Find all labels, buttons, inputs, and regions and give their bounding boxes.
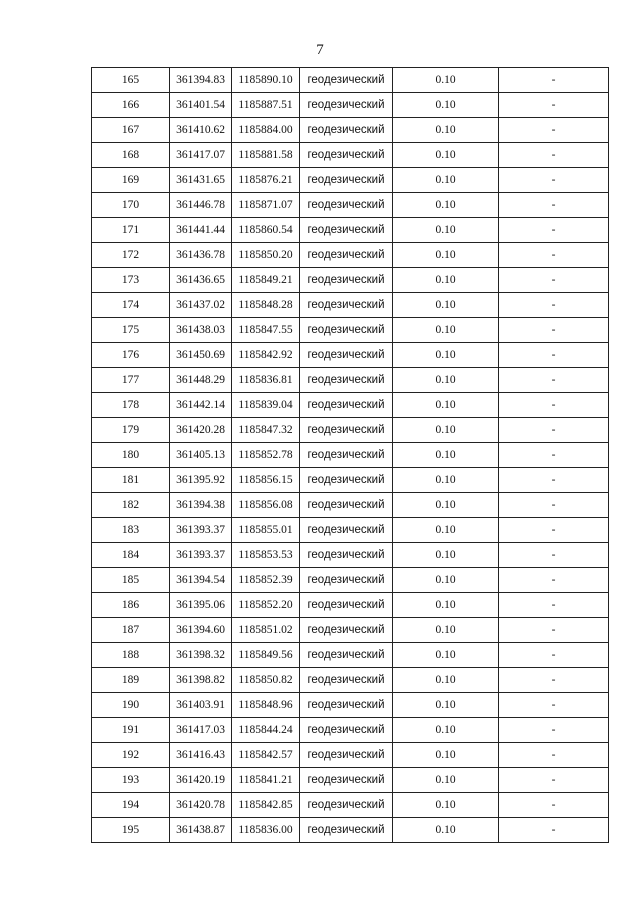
table-row <box>92 118 609 143</box>
description-cell: - <box>499 143 609 168</box>
y-coordinate-cell: 1185856.08 <box>232 493 300 518</box>
precision-cell: 0.10 <box>393 93 499 118</box>
point-number-cell: 181 <box>92 468 170 493</box>
y-coordinate-cell: 1185842.92 <box>232 343 300 368</box>
table-row <box>92 818 609 843</box>
point-number-cell: 169 <box>92 168 170 193</box>
precision-cell: 0.10 <box>393 243 499 268</box>
precision-cell: 0.10 <box>393 718 499 743</box>
method-cell: геодезический <box>300 93 393 118</box>
point-number-cell: 165 <box>92 68 170 93</box>
description-cell: - <box>499 118 609 143</box>
x-coordinate-cell: 361398.82 <box>170 668 232 693</box>
method-cell: геодезический <box>300 343 393 368</box>
method-cell: геодезический <box>300 318 393 343</box>
method-cell: геодезический <box>300 668 393 693</box>
precision-cell: 0.10 <box>393 368 499 393</box>
method-cell: геодезический <box>300 643 393 668</box>
method-cell: геодезический <box>300 193 393 218</box>
x-coordinate-cell: 361403.91 <box>170 693 232 718</box>
x-coordinate-cell: 361446.78 <box>170 193 232 218</box>
y-coordinate-cell: 1185860.54 <box>232 218 300 243</box>
description-cell: - <box>499 768 609 793</box>
y-coordinate-cell: 1185876.21 <box>232 168 300 193</box>
table-row <box>92 743 609 768</box>
y-coordinate-cell: 1185852.39 <box>232 568 300 593</box>
point-number-cell: 189 <box>92 668 170 693</box>
point-number-cell: 184 <box>92 543 170 568</box>
y-coordinate-cell: 1185884.00 <box>232 118 300 143</box>
x-coordinate-cell: 361420.78 <box>170 793 232 818</box>
precision-cell: 0.10 <box>393 768 499 793</box>
precision-cell: 0.10 <box>393 268 499 293</box>
x-coordinate-cell: 361394.60 <box>170 618 232 643</box>
table-row <box>92 568 609 593</box>
description-cell: - <box>499 193 609 218</box>
description-cell: - <box>499 718 609 743</box>
point-number-cell: 183 <box>92 518 170 543</box>
table-row <box>92 343 609 368</box>
y-coordinate-cell: 1185836.81 <box>232 368 300 393</box>
description-cell: - <box>499 318 609 343</box>
table-row <box>92 493 609 518</box>
y-coordinate-cell: 1185842.57 <box>232 743 300 768</box>
table-row <box>92 543 609 568</box>
point-number-cell: 190 <box>92 693 170 718</box>
point-number-cell: 177 <box>92 368 170 393</box>
table-row <box>92 193 609 218</box>
method-cell: геодезический <box>300 543 393 568</box>
point-number-cell: 195 <box>92 818 170 843</box>
precision-cell: 0.10 <box>393 143 499 168</box>
precision-cell: 0.10 <box>393 643 499 668</box>
x-coordinate-cell: 361394.83 <box>170 68 232 93</box>
x-coordinate-cell: 361442.14 <box>170 393 232 418</box>
point-number-cell: 170 <box>92 193 170 218</box>
description-cell: - <box>499 268 609 293</box>
y-coordinate-cell: 1185847.32 <box>232 418 300 443</box>
precision-cell: 0.10 <box>393 618 499 643</box>
x-coordinate-cell: 361416.43 <box>170 743 232 768</box>
description-cell: - <box>499 793 609 818</box>
table-row <box>92 668 609 693</box>
table-row <box>92 218 609 243</box>
point-number-cell: 191 <box>92 718 170 743</box>
precision-cell: 0.10 <box>393 168 499 193</box>
x-coordinate-cell: 361431.65 <box>170 168 232 193</box>
table-row <box>92 593 609 618</box>
y-coordinate-cell: 1185851.02 <box>232 618 300 643</box>
description-cell: - <box>499 743 609 768</box>
precision-cell: 0.10 <box>393 418 499 443</box>
method-cell: геодезический <box>300 493 393 518</box>
description-cell: - <box>499 218 609 243</box>
table-row <box>92 143 609 168</box>
table-row <box>92 68 609 93</box>
y-coordinate-cell: 1185849.56 <box>232 643 300 668</box>
x-coordinate-cell: 361405.13 <box>170 443 232 468</box>
point-number-cell: 180 <box>92 443 170 468</box>
method-cell: геодезический <box>300 468 393 493</box>
method-cell: геодезический <box>300 418 393 443</box>
table-row <box>92 93 609 118</box>
description-cell: - <box>499 493 609 518</box>
point-number-cell: 168 <box>92 143 170 168</box>
table-row <box>92 793 609 818</box>
table-row <box>92 168 609 193</box>
description-cell: - <box>499 393 609 418</box>
y-coordinate-cell: 1185852.20 <box>232 593 300 618</box>
precision-cell: 0.10 <box>393 468 499 493</box>
y-coordinate-cell: 1185849.21 <box>232 268 300 293</box>
point-number-cell: 179 <box>92 418 170 443</box>
method-cell: геодезический <box>300 218 393 243</box>
description-cell: - <box>499 643 609 668</box>
description-cell: - <box>499 93 609 118</box>
method-cell: геодезический <box>300 143 393 168</box>
precision-cell: 0.10 <box>393 593 499 618</box>
point-number-cell: 172 <box>92 243 170 268</box>
point-number-cell: 171 <box>92 218 170 243</box>
method-cell: геодезический <box>300 168 393 193</box>
table-row <box>92 393 609 418</box>
x-coordinate-cell: 361394.54 <box>170 568 232 593</box>
method-cell: геодезический <box>300 818 393 843</box>
table-row <box>92 368 609 393</box>
precision-cell: 0.10 <box>393 818 499 843</box>
page-number: 7 <box>316 42 324 58</box>
method-cell: геодезический <box>300 268 393 293</box>
description-cell: - <box>499 418 609 443</box>
coordinates-table <box>91 67 609 843</box>
method-cell: геодезический <box>300 618 393 643</box>
table-row <box>92 718 609 743</box>
point-number-cell: 167 <box>92 118 170 143</box>
table-row <box>92 243 609 268</box>
point-number-cell: 176 <box>92 343 170 368</box>
y-coordinate-cell: 1185890.10 <box>232 68 300 93</box>
method-cell: геодезический <box>300 793 393 818</box>
description-cell: - <box>499 468 609 493</box>
precision-cell: 0.10 <box>393 693 499 718</box>
table-row <box>92 643 609 668</box>
description-cell: - <box>499 343 609 368</box>
description-cell: - <box>499 568 609 593</box>
x-coordinate-cell: 361393.37 <box>170 543 232 568</box>
x-coordinate-cell: 361436.65 <box>170 268 232 293</box>
table-row <box>92 443 609 468</box>
description-cell: - <box>499 293 609 318</box>
description-cell: - <box>499 243 609 268</box>
method-cell: геодезический <box>300 718 393 743</box>
x-coordinate-cell: 361450.69 <box>170 343 232 368</box>
x-coordinate-cell: 361436.78 <box>170 243 232 268</box>
method-cell: геодезический <box>300 393 393 418</box>
precision-cell: 0.10 <box>393 543 499 568</box>
y-coordinate-cell: 1185881.58 <box>232 143 300 168</box>
method-cell: геодезический <box>300 443 393 468</box>
table-row <box>92 693 609 718</box>
precision-cell: 0.10 <box>393 318 499 343</box>
description-cell: - <box>499 368 609 393</box>
x-coordinate-cell: 361420.28 <box>170 418 232 443</box>
coordinates-table-body <box>92 68 609 843</box>
y-coordinate-cell: 1185839.04 <box>232 393 300 418</box>
table-row <box>92 468 609 493</box>
x-coordinate-cell: 361420.19 <box>170 768 232 793</box>
method-cell: геодезический <box>300 368 393 393</box>
precision-cell: 0.10 <box>393 668 499 693</box>
point-number-cell: 182 <box>92 493 170 518</box>
method-cell: геодезический <box>300 743 393 768</box>
x-coordinate-cell: 361395.06 <box>170 593 232 618</box>
y-coordinate-cell: 1185848.96 <box>232 693 300 718</box>
point-number-cell: 186 <box>92 593 170 618</box>
y-coordinate-cell: 1185842.85 <box>232 793 300 818</box>
y-coordinate-cell: 1185887.51 <box>232 93 300 118</box>
y-coordinate-cell: 1185850.20 <box>232 243 300 268</box>
precision-cell: 0.10 <box>393 218 499 243</box>
precision-cell: 0.10 <box>393 493 499 518</box>
x-coordinate-cell: 361394.38 <box>170 493 232 518</box>
description-cell: - <box>499 618 609 643</box>
x-coordinate-cell: 361395.92 <box>170 468 232 493</box>
point-number-cell: 173 <box>92 268 170 293</box>
x-coordinate-cell: 361448.29 <box>170 368 232 393</box>
method-cell: геодезический <box>300 693 393 718</box>
y-coordinate-cell: 1185848.28 <box>232 293 300 318</box>
description-cell: - <box>499 818 609 843</box>
point-number-cell: 194 <box>92 793 170 818</box>
x-coordinate-cell: 361437.02 <box>170 293 232 318</box>
x-coordinate-cell: 361398.32 <box>170 643 232 668</box>
y-coordinate-cell: 1185853.53 <box>232 543 300 568</box>
y-coordinate-cell: 1185871.07 <box>232 193 300 218</box>
table-row <box>92 318 609 343</box>
point-number-cell: 187 <box>92 618 170 643</box>
precision-cell: 0.10 <box>393 518 499 543</box>
point-number-cell: 175 <box>92 318 170 343</box>
x-coordinate-cell: 361438.03 <box>170 318 232 343</box>
table-row <box>92 768 609 793</box>
table-row <box>92 268 609 293</box>
description-cell: - <box>499 593 609 618</box>
precision-cell: 0.10 <box>393 68 499 93</box>
method-cell: геодезический <box>300 768 393 793</box>
point-number-cell: 166 <box>92 93 170 118</box>
x-coordinate-cell: 361438.87 <box>170 818 232 843</box>
description-cell: - <box>499 443 609 468</box>
table-row <box>92 618 609 643</box>
precision-cell: 0.10 <box>393 343 499 368</box>
precision-cell: 0.10 <box>393 743 499 768</box>
precision-cell: 0.10 <box>393 793 499 818</box>
method-cell: геодезический <box>300 118 393 143</box>
point-number-cell: 192 <box>92 743 170 768</box>
y-coordinate-cell: 1185847.55 <box>232 318 300 343</box>
method-cell: геодезический <box>300 243 393 268</box>
description-cell: - <box>499 68 609 93</box>
precision-cell: 0.10 <box>393 393 499 418</box>
description-cell: - <box>499 693 609 718</box>
point-number-cell: 188 <box>92 643 170 668</box>
method-cell: геодезический <box>300 68 393 93</box>
description-cell: - <box>499 518 609 543</box>
point-number-cell: 178 <box>92 393 170 418</box>
precision-cell: 0.10 <box>393 293 499 318</box>
point-number-cell: 193 <box>92 768 170 793</box>
description-cell: - <box>499 168 609 193</box>
y-coordinate-cell: 1185856.15 <box>232 468 300 493</box>
point-number-cell: 174 <box>92 293 170 318</box>
x-coordinate-cell: 361401.54 <box>170 93 232 118</box>
method-cell: геодезический <box>300 568 393 593</box>
x-coordinate-cell: 361441.44 <box>170 218 232 243</box>
x-coordinate-cell: 361417.03 <box>170 718 232 743</box>
y-coordinate-cell: 1185836.00 <box>232 818 300 843</box>
point-number-cell: 185 <box>92 568 170 593</box>
x-coordinate-cell: 361393.37 <box>170 518 232 543</box>
method-cell: геодезический <box>300 293 393 318</box>
method-cell: геодезический <box>300 593 393 618</box>
table-row <box>92 518 609 543</box>
precision-cell: 0.10 <box>393 193 499 218</box>
y-coordinate-cell: 1185855.01 <box>232 518 300 543</box>
x-coordinate-cell: 361417.07 <box>170 143 232 168</box>
y-coordinate-cell: 1185841.21 <box>232 768 300 793</box>
x-coordinate-cell: 361410.62 <box>170 118 232 143</box>
precision-cell: 0.10 <box>393 118 499 143</box>
y-coordinate-cell: 1185852.78 <box>232 443 300 468</box>
y-coordinate-cell: 1185850.82 <box>232 668 300 693</box>
precision-cell: 0.10 <box>393 443 499 468</box>
y-coordinate-cell: 1185844.24 <box>232 718 300 743</box>
table-row <box>92 293 609 318</box>
method-cell: геодезический <box>300 518 393 543</box>
description-cell: - <box>499 668 609 693</box>
description-cell: - <box>499 543 609 568</box>
table-row <box>92 418 609 443</box>
precision-cell: 0.10 <box>393 568 499 593</box>
